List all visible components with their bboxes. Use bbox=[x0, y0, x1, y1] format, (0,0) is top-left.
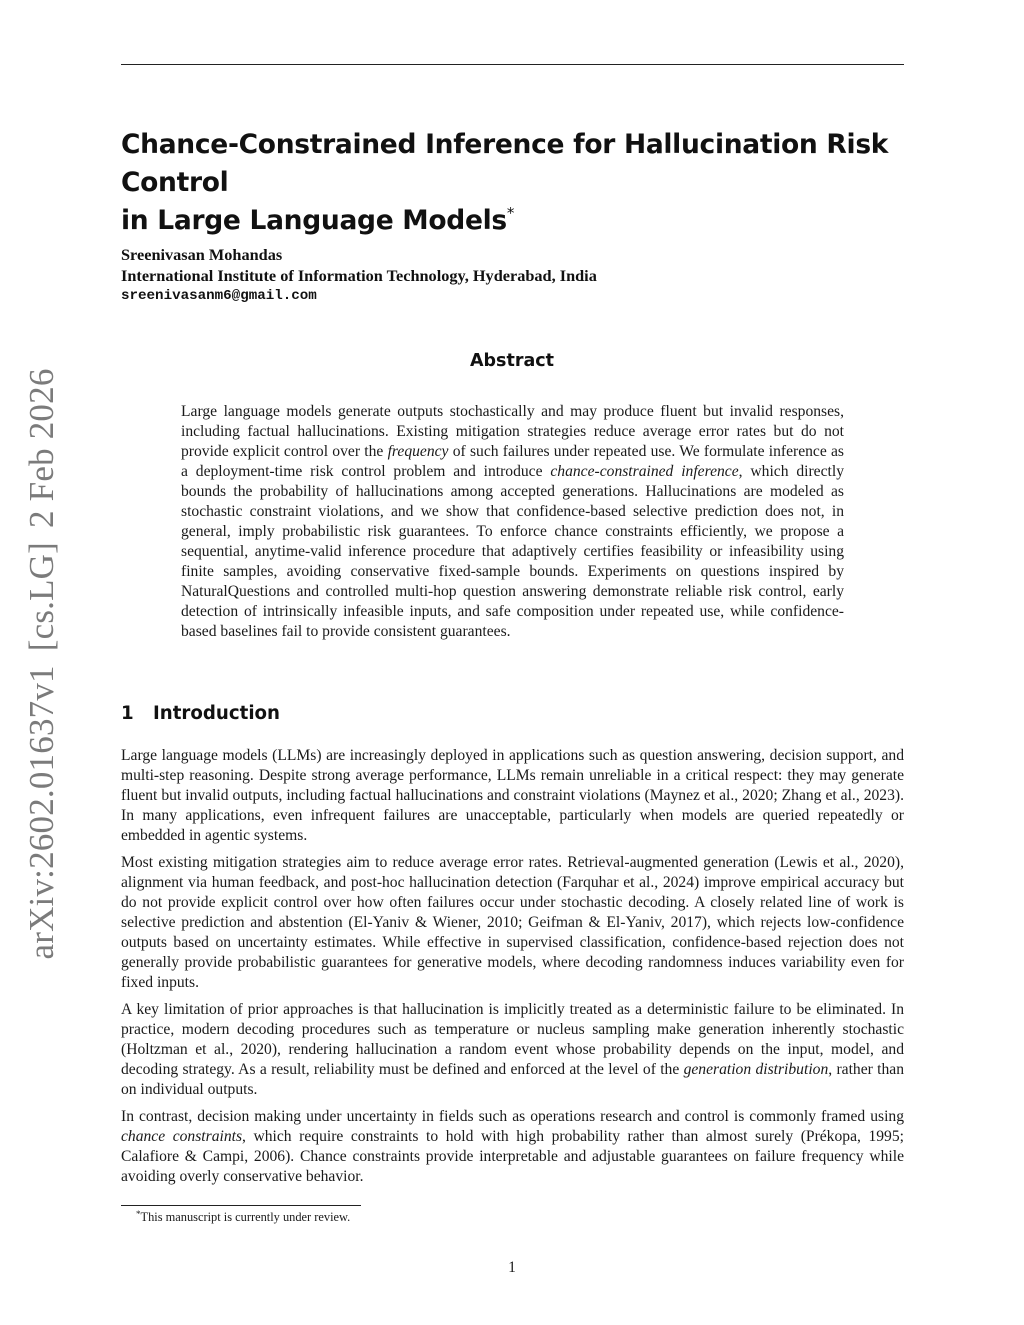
abstract-text bbox=[181, 402, 844, 642]
section-heading-introduction bbox=[121, 701, 280, 727]
author-block bbox=[121, 244, 921, 307]
intro-paragraph-2: Most existing mitigation strategies aim to reduce average error rates. Retrieval-augmented generation (Lewis et al., 2020), alignment via human feedback, and post-hoc hallucination detection (Farquhar et al., 2024) improve empirical accuracy but do not provide explicit control over how often failures occur under stochastic decoding. A closely related line of work is selective prediction and abstention (El-Yaniv & Wiener, 2010; Geifman & El-Yaniv, 2017), which rejects low-confidence outputs based on uncertainty estimates. While effective in supervised classification, confidence-based rejection does not generally provide probabilistic guarantees for generative models, where decoding randomness induces variability even for fixed inputs. bbox=[121, 854, 904, 991]
abstract-text-part-1: Large language models generate outputs stochastically and may produce fluent but invalid responses, including factual hallucinations. Existing mitigation strategies reduce average error rates but do not provide explicit control over the bbox=[181, 403, 844, 460]
intro-paragraph-4 bbox=[121, 1107, 904, 1187]
arxiv-id[interactable]: arXiv:2602.01637v1 bbox=[22, 665, 61, 960]
abstract-text-part-3: , which directly bounds the probability of hallucinations among accepted generations. Hallucinations are modeled as stochastic constraint violations, and we show that confidence-based selective prediction does not, in general, imply probabilistic risk guarantees. To enforce chance constraints efficiently, we propose a sequential, anytime-valid inference procedure that adaptively certifies feasibility or infeasibility using finite samples, avoiding conservative fixed-sample bounds. Experiments on questions inspired by NaturalQuestions and controlled multi-hop question answering demonstrate reliable risk control, early detection of intrinsically infeasible inputs, and safe composition under repeated use, while confidence-based baselines fail to provide consistent guarantees. bbox=[181, 463, 844, 640]
abstract-emphasis-frequency: frequency bbox=[387, 443, 449, 460]
intro-paragraph-3-emphasis: generation distribution bbox=[683, 1061, 829, 1078]
title-footnote-mark: * bbox=[506, 204, 515, 222]
author-affiliation: International Institute of Information Technology, Hyderabad, India bbox=[121, 266, 597, 285]
intro-paragraph-3-part-b: , rather than on individual outputs. bbox=[121, 1061, 904, 1098]
intro-paragraph-4-part-b: , which require constraints to hold with high probability rather than almost surely (Prékopa, 1995; Calafiore & Campi, 2006). Chance constraints provide interpretable and adjustable guarantees on failure frequency while avoiding overly conservative behavior. bbox=[121, 1128, 904, 1185]
abstract-heading: Abstract bbox=[469, 351, 555, 371]
section-number: 1 bbox=[121, 703, 134, 724]
intro-paragraph-3 bbox=[121, 1000, 904, 1100]
abstract-text-part-2: of such failures under repeated use. We formulate inference as a deployment-time risk control problem and introduce bbox=[181, 443, 844, 480]
arxiv-category: [cs.LG] bbox=[22, 541, 61, 652]
title-line-1: Chance-Constrained Inference for Hallucination Risk Control bbox=[121, 129, 889, 198]
title-line-2: in Large Language Models bbox=[121, 205, 507, 236]
intro-paragraph-3-part-a: A key limitation of prior approaches is that hallucination is implicitly treated as a deterministic failure to be eliminated. In practice, modern decoding procedures such as temperature or nucleus sampling make generation inherently stochastic (Holtzman et al., 2020), rendering hallucination a random event whose probability depends on the input, model, and decoding strategy. As a result, reliability must be defined and enforced at the level of the bbox=[121, 1001, 904, 1078]
paper-title bbox=[121, 126, 921, 240]
abstract-emphasis-term: chance-constrained inference bbox=[550, 463, 739, 480]
footnote-text: This manuscript is currently under review. bbox=[140, 1210, 351, 1224]
footnote-rule bbox=[121, 1205, 361, 1206]
author-email[interactable]: sreenivasanm6@gmail.com bbox=[121, 288, 317, 304]
page-number: 1 bbox=[508, 1259, 516, 1276]
intro-paragraph-1: Large language models (LLMs) are increasingly deployed in applications such as question answering, decision support, and multi-step reasoning. Despite strong average performance, LLMs remain unreliable in a critical respect: they may generate fluent but invalid outputs, including factual hallucinations and constraint violations (Maynez et al., 2020; Zhang et al., 2023). In many applications, even infrequent failures are unacceptable, particularly when models are queried repeatedly or embedded in agentic systems. bbox=[121, 747, 904, 844]
arxiv-side-stamp bbox=[22, 368, 62, 959]
section-title: Introduction bbox=[153, 703, 280, 724]
intro-paragraph-4-emphasis: chance constraints bbox=[121, 1128, 243, 1145]
footnote-mark: * bbox=[136, 1209, 141, 1219]
author-name: Sreenivasan Mohandas bbox=[121, 245, 283, 264]
introduction-body bbox=[121, 746, 904, 1194]
top-rule bbox=[121, 64, 904, 65]
footnote bbox=[136, 1208, 350, 1226]
intro-paragraph-4-part-a: In contrast, decision making under uncertainty in fields such as operations research and control is commonly framed using bbox=[121, 1108, 904, 1125]
arxiv-date: 2 Feb 2026 bbox=[22, 368, 61, 528]
